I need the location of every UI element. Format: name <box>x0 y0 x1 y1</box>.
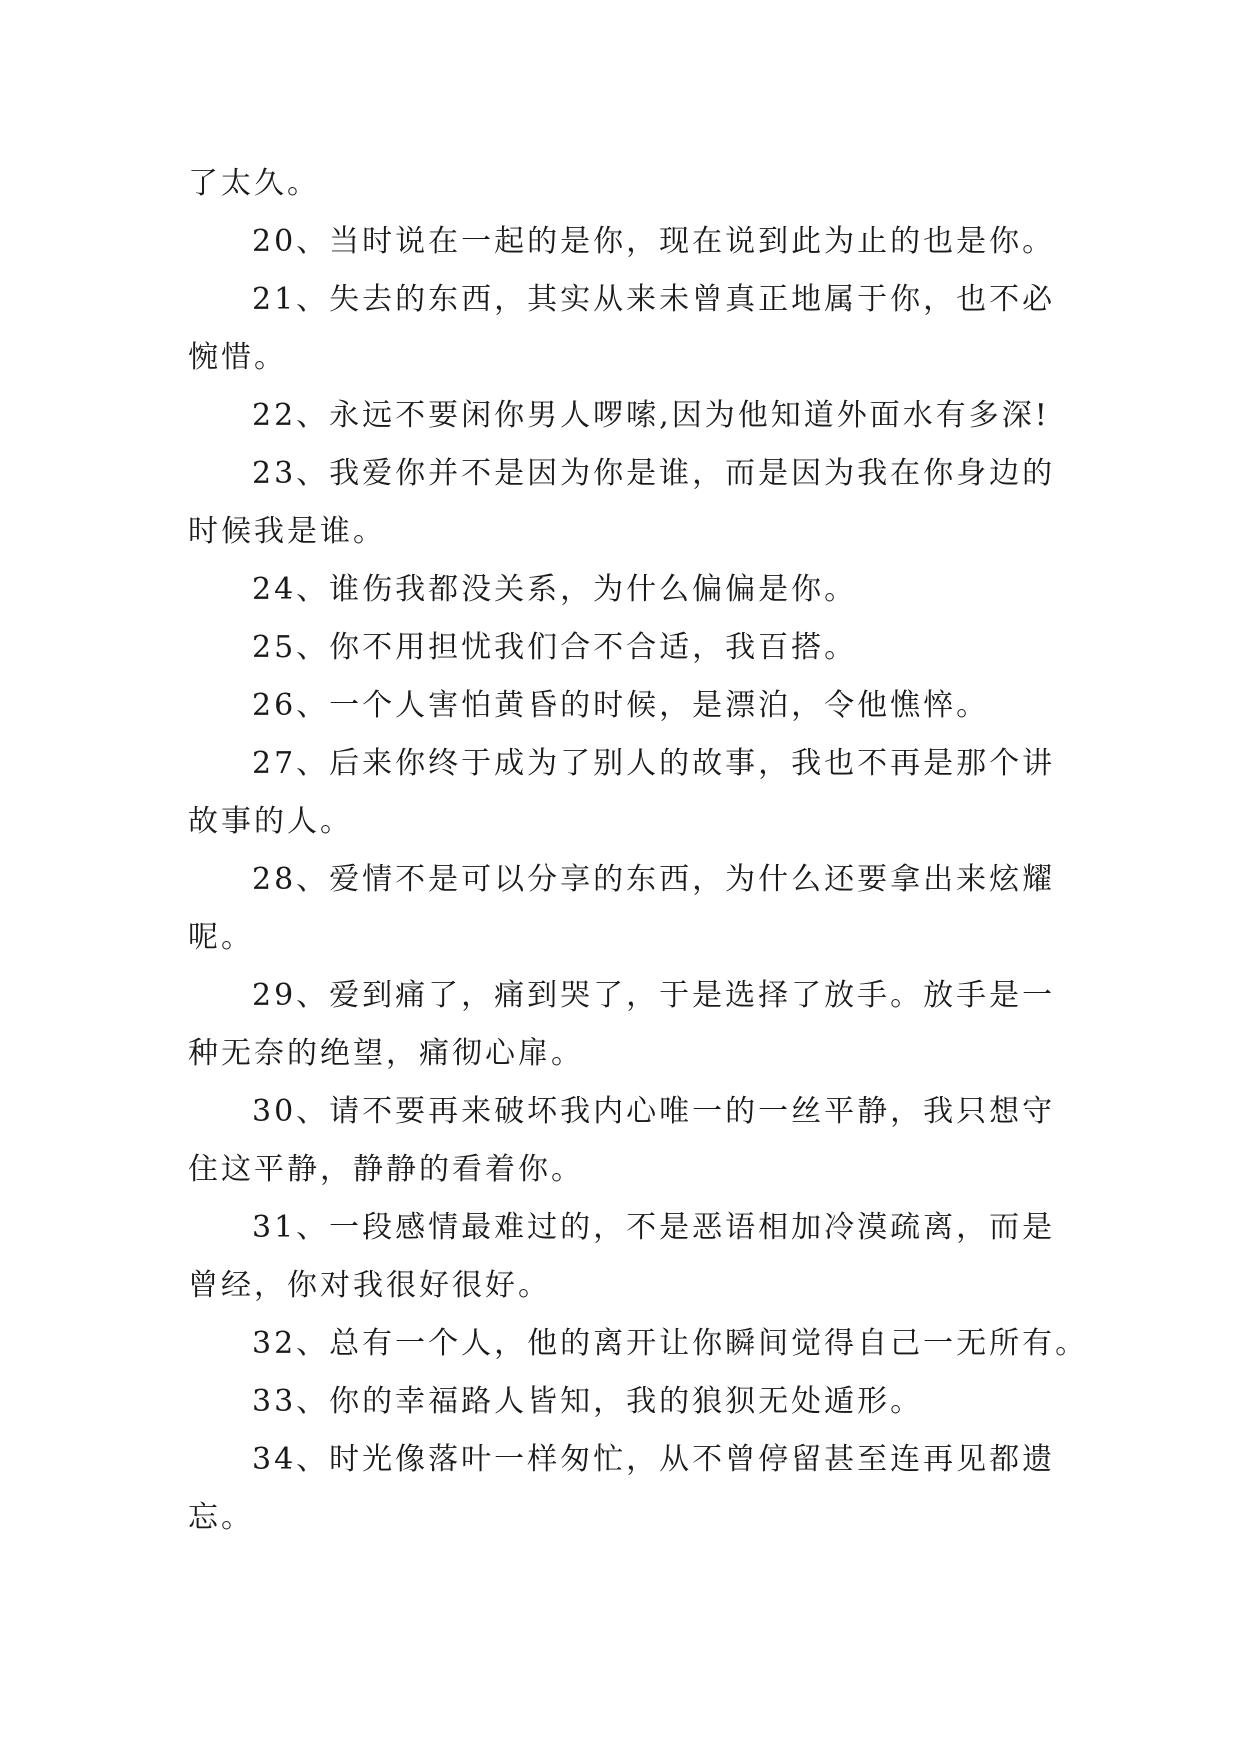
text-line: 种无奈的绝望，痛彻心扉。 <box>188 1036 584 1071</box>
quote-item-23: 23、我爱你并不是因为你是谁，而是因为我在你身边的 <box>252 456 1056 491</box>
quote-item-24: 24、谁伤我都没关系，为什么偏偏是你。 <box>252 572 858 607</box>
quote-item-20: 20、当时说在一起的是你，现在说到此为止的也是你。 <box>252 224 1056 259</box>
quote-item-33: 33、你的幸福路人皆知，我的狼狈无处遁形。 <box>252 1384 924 1419</box>
text-line: 呢。 <box>188 920 254 955</box>
quote-item-28: 28、爱情不是可以分享的东西，为什么还要拿出来炫耀 <box>252 862 1056 897</box>
quote-item-27: 27、后来你终于成为了别人的故事，我也不再是那个讲 <box>252 746 1056 781</box>
text-line: 惋惜。 <box>188 340 287 375</box>
quote-item-34: 34、时光像落叶一样匆忙，从不曾停留甚至连再见都遗 <box>252 1442 1056 1477</box>
document-body <box>188 155 1089 1547</box>
text-line: 忘。 <box>188 1500 254 1535</box>
text-line: 曾经，你对我很好很好。 <box>188 1268 551 1303</box>
text-line: 住这平静，静静的看着你。 <box>188 1152 584 1187</box>
quote-item-30: 30、请不要再来破坏我内心唯一的一丝平静，我只想守 <box>252 1094 1056 1129</box>
quote-item-21: 21、失去的东西，其实从来未曾真正地属于你，也不必 <box>252 282 1056 317</box>
quote-item-25: 25、你不用担忧我们合不合适，我百搭。 <box>252 630 858 665</box>
quote-item-26: 26、一个人害怕黄昏的时候，是漂泊，令他憔悴。 <box>252 688 990 723</box>
text-line: 时候我是谁。 <box>188 514 386 549</box>
quote-item-29: 29、爱到痛了，痛到哭了，于是选择了放手。放手是一 <box>252 978 1056 1013</box>
quote-item-22: 22、永远不要闲你男人啰嗦,因为他知道外面水有多深! <box>252 398 1050 433</box>
quote-item-31: 31、一段感情最难过的，不是恶语相加冷漠疏离，而是 <box>252 1210 1056 1245</box>
quote-item-32: 32、总有一个人，他的离开让你瞬间觉得自己一无所有。 <box>252 1326 1089 1361</box>
text-line: 故事的人。 <box>188 804 353 839</box>
text-line: 了太久。 <box>188 166 320 201</box>
